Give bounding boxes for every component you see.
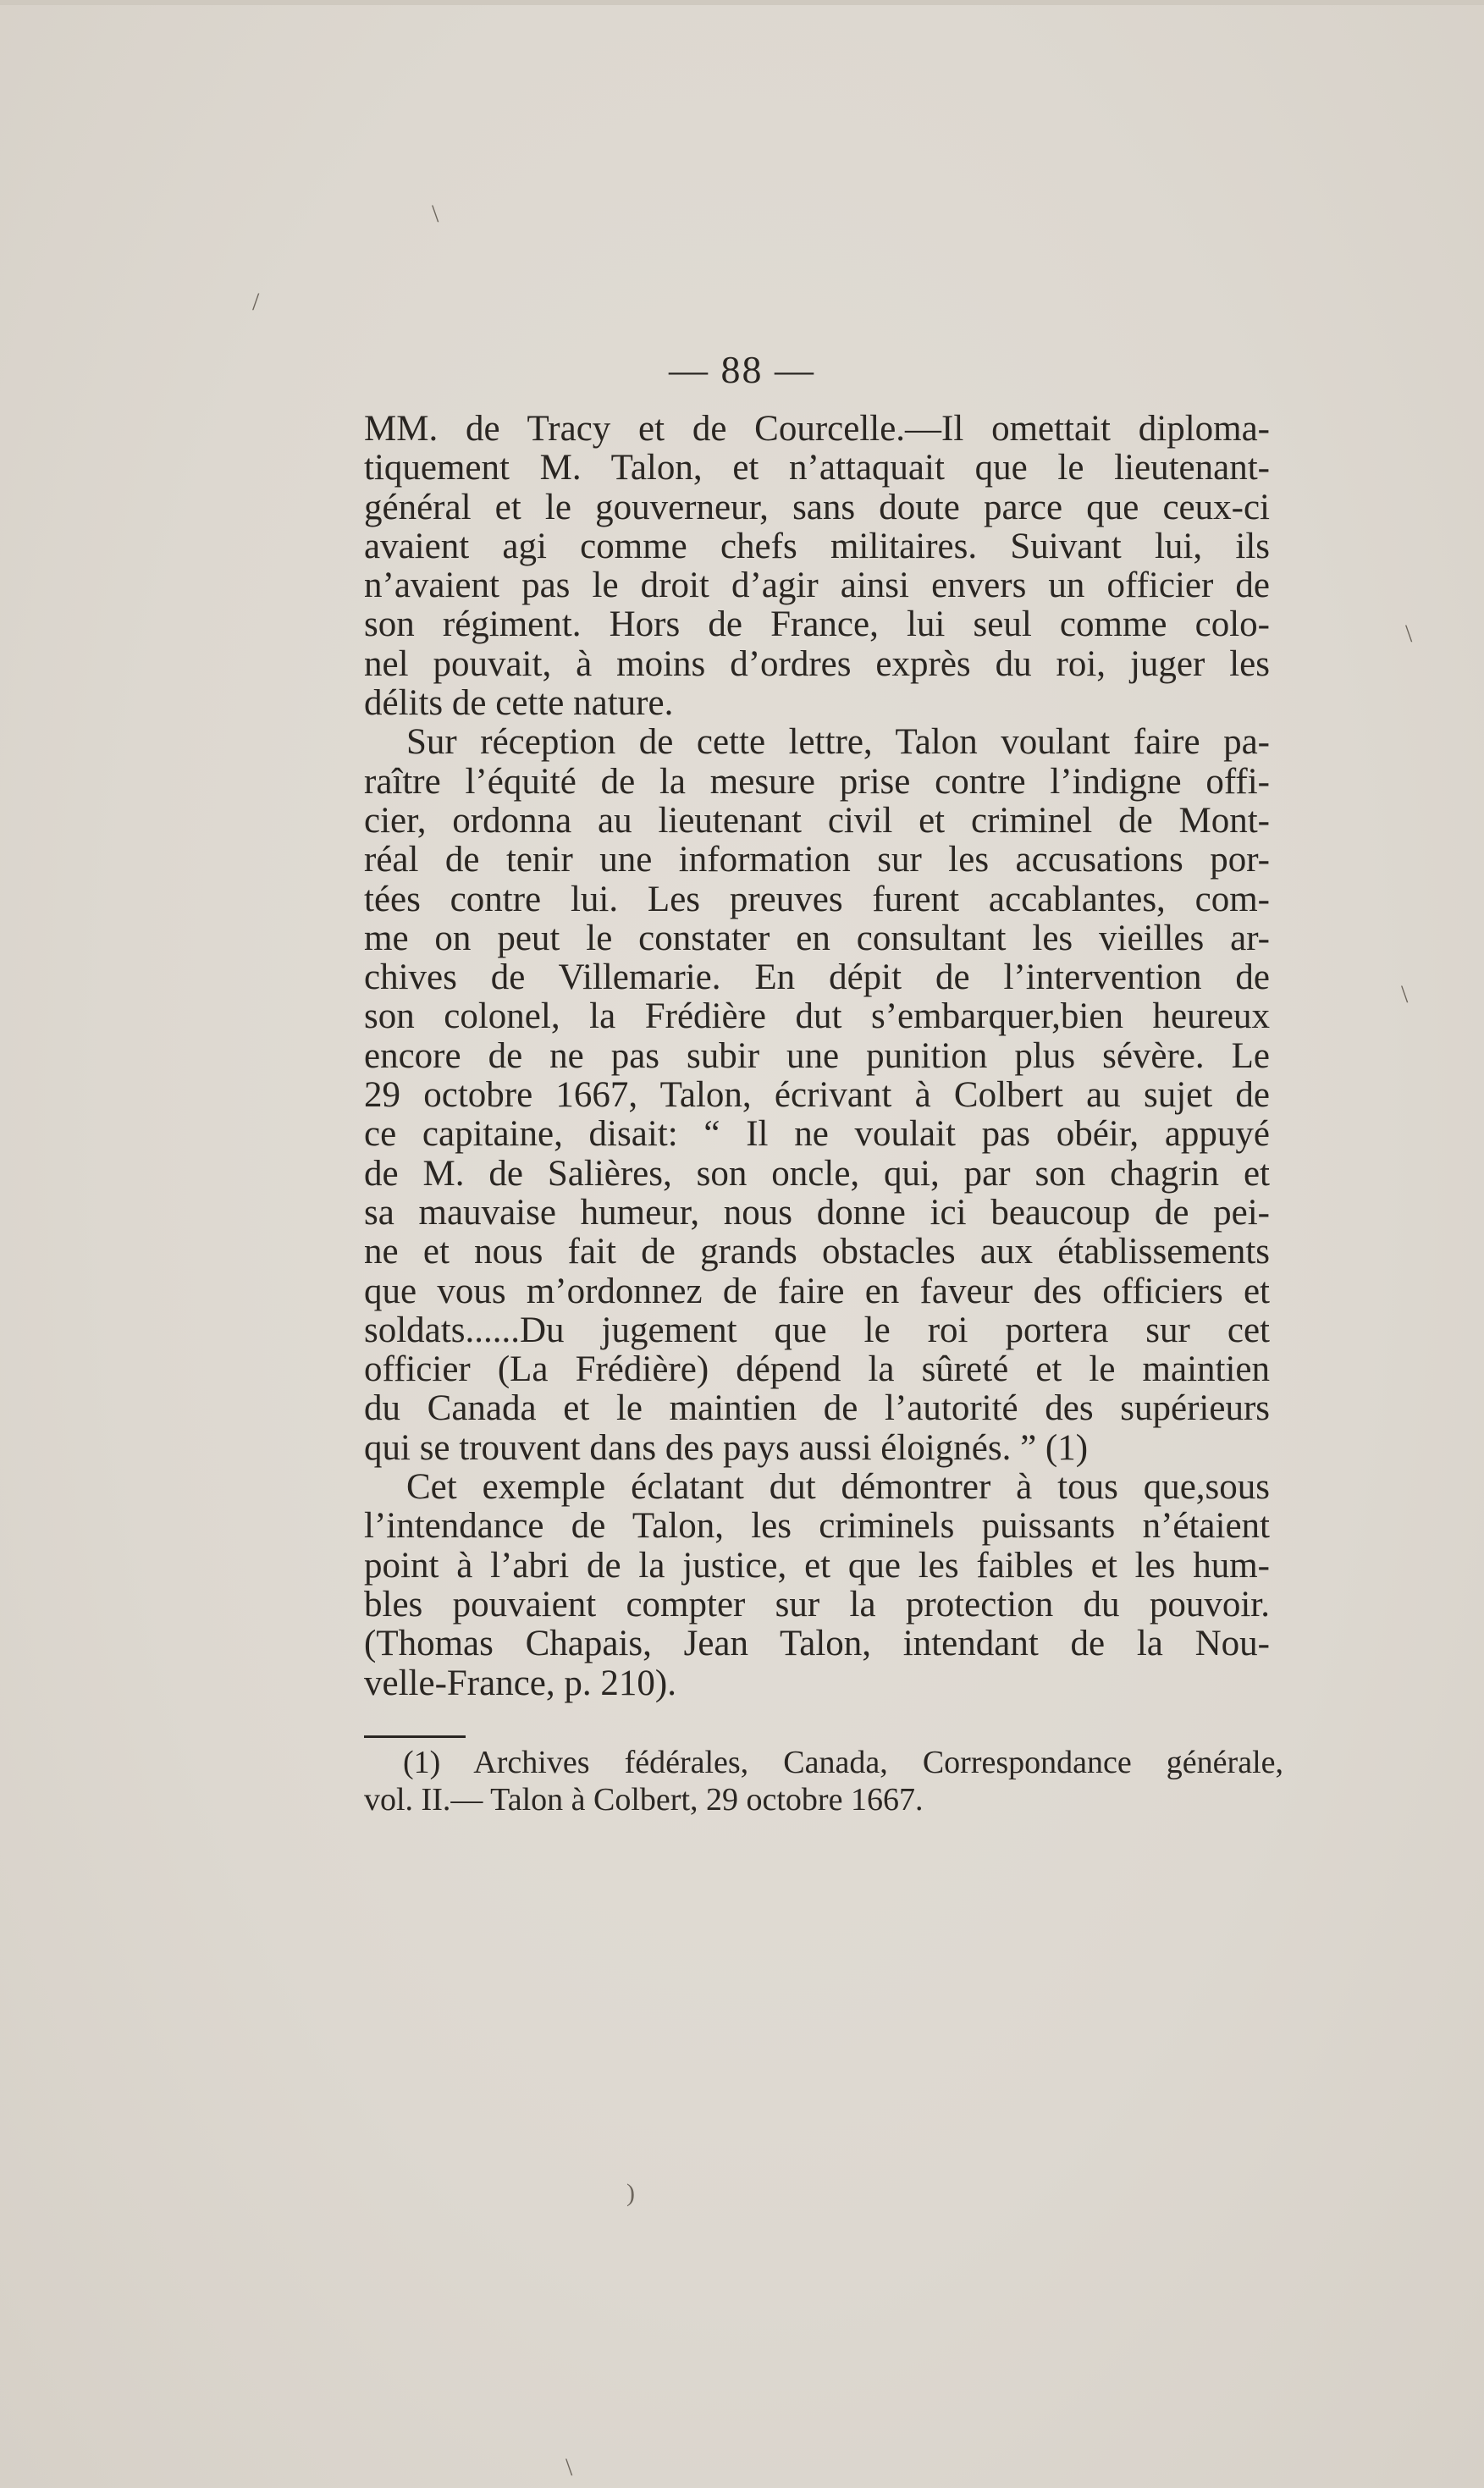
text-line: me on peut le constater en consultant les vieilles ar- [364, 918, 1270, 958]
paper-speck: \ [432, 200, 439, 228]
text-line: officier (La Frédière) dépend la sûreté et le maintien [364, 1349, 1270, 1390]
footnotes [364, 1744, 1283, 1818]
paper-speck: \ [1405, 620, 1413, 648]
text-line: Cet exemple éclatant dut démontrer à tous que,sous [406, 1467, 1270, 1508]
text-line: ne et nous fait de grands obstacles aux établissements [364, 1232, 1270, 1272]
footnote-rule [364, 1735, 466, 1738]
text-line: cier, ordonna au lieutenant civil et criminel de Mont- [364, 800, 1270, 841]
text-line: ce capitaine, disait: “ Il ne voulait pas obéir, appuyé [364, 1114, 1270, 1155]
text-line: (Thomas Chapais, Jean Talon, intendant de la Nou- [364, 1624, 1270, 1664]
text-line: délits de cette nature. [364, 683, 674, 724]
text-line: MM. de Tracy et de Courcelle.—Il omettait diploma- [364, 409, 1270, 449]
text-line: Sur réception de cette lettre, Talon voulant faire pa- [406, 722, 1270, 763]
footnote-line: (1) Archives fédérales, Canada, Correspondance générale, [403, 1745, 1283, 1780]
text-line: qui se trouvent dans des pays aussi éloignés. ” (1) [364, 1427, 1089, 1468]
paper-speck: / [252, 288, 260, 316]
page-number: — 88 — [669, 348, 815, 391]
text-line: velle-France, p. 210). [364, 1663, 676, 1703]
paper-speck: \ [565, 2453, 573, 2481]
text-line: réal de tenir une information sur les accusations por- [364, 840, 1270, 880]
text-line: encore de ne pas subir une punition plus sévère. Le [364, 1035, 1270, 1076]
text-line: son colonel, la Frédière dut s’embarquer,bien heureux [364, 996, 1270, 1037]
page-top-edge [0, 0, 1484, 5]
text-line: nel pouvait, à moins d’ordres exprès du roi, juger les [364, 643, 1270, 684]
text-line: sa mauvaise humeur, nous donne ici beaucoup de pei- [364, 1192, 1270, 1233]
text-line: tiquement M. Talon, et n’attaquait que le lieutenant- [364, 448, 1270, 488]
text-line: chives de Villemarie. En dépit de l’intervention de [364, 957, 1270, 998]
text-line: n’avaient pas le droit d’agir ainsi envers un officier de [364, 565, 1270, 606]
text-line: point à l’abri de la justice, et que les faibles et les hum- [364, 1545, 1270, 1586]
text-line: du Canada et le maintien de l’autorité des supérieurs [364, 1388, 1270, 1429]
text-line: que vous m’ordonnez de faire en faveur des officiers et [364, 1271, 1270, 1311]
text-line: de M. de Salières, son oncle, qui, par son chagrin et [364, 1153, 1270, 1194]
text-line: tées contre lui. Les preuves furent accablantes, com- [364, 879, 1270, 919]
text-line: raître l’équité de la mesure prise contre l’indigne offi- [364, 761, 1270, 802]
text-line: bles pouvaient compter sur la protection du pouvoir. [364, 1584, 1270, 1625]
main-text [364, 410, 1270, 1703]
text-line: 29 octobre 1667, Talon, écrivant à Colbert au sujet de [364, 1075, 1270, 1116]
text-line: soldats......Du jugement que le roi portera sur cet [364, 1310, 1270, 1350]
footnote-line: vol. II.— Talon à Colbert, 29 octobre 1667. [364, 1782, 924, 1818]
paper-speck: \ [1401, 980, 1409, 1008]
paper-speck: ) [626, 2179, 635, 2207]
text-line: son régiment. Hors de France, lui seul comme colo- [364, 604, 1270, 645]
text-line: général et le gouverneur, sans doute parce que ceux-ci [364, 487, 1270, 527]
text-line: avaient agi comme chefs militaires. Suivant lui, ils [364, 526, 1270, 566]
text-line: l’intendance de Talon, les criminels puissants n’étaient [364, 1506, 1270, 1547]
